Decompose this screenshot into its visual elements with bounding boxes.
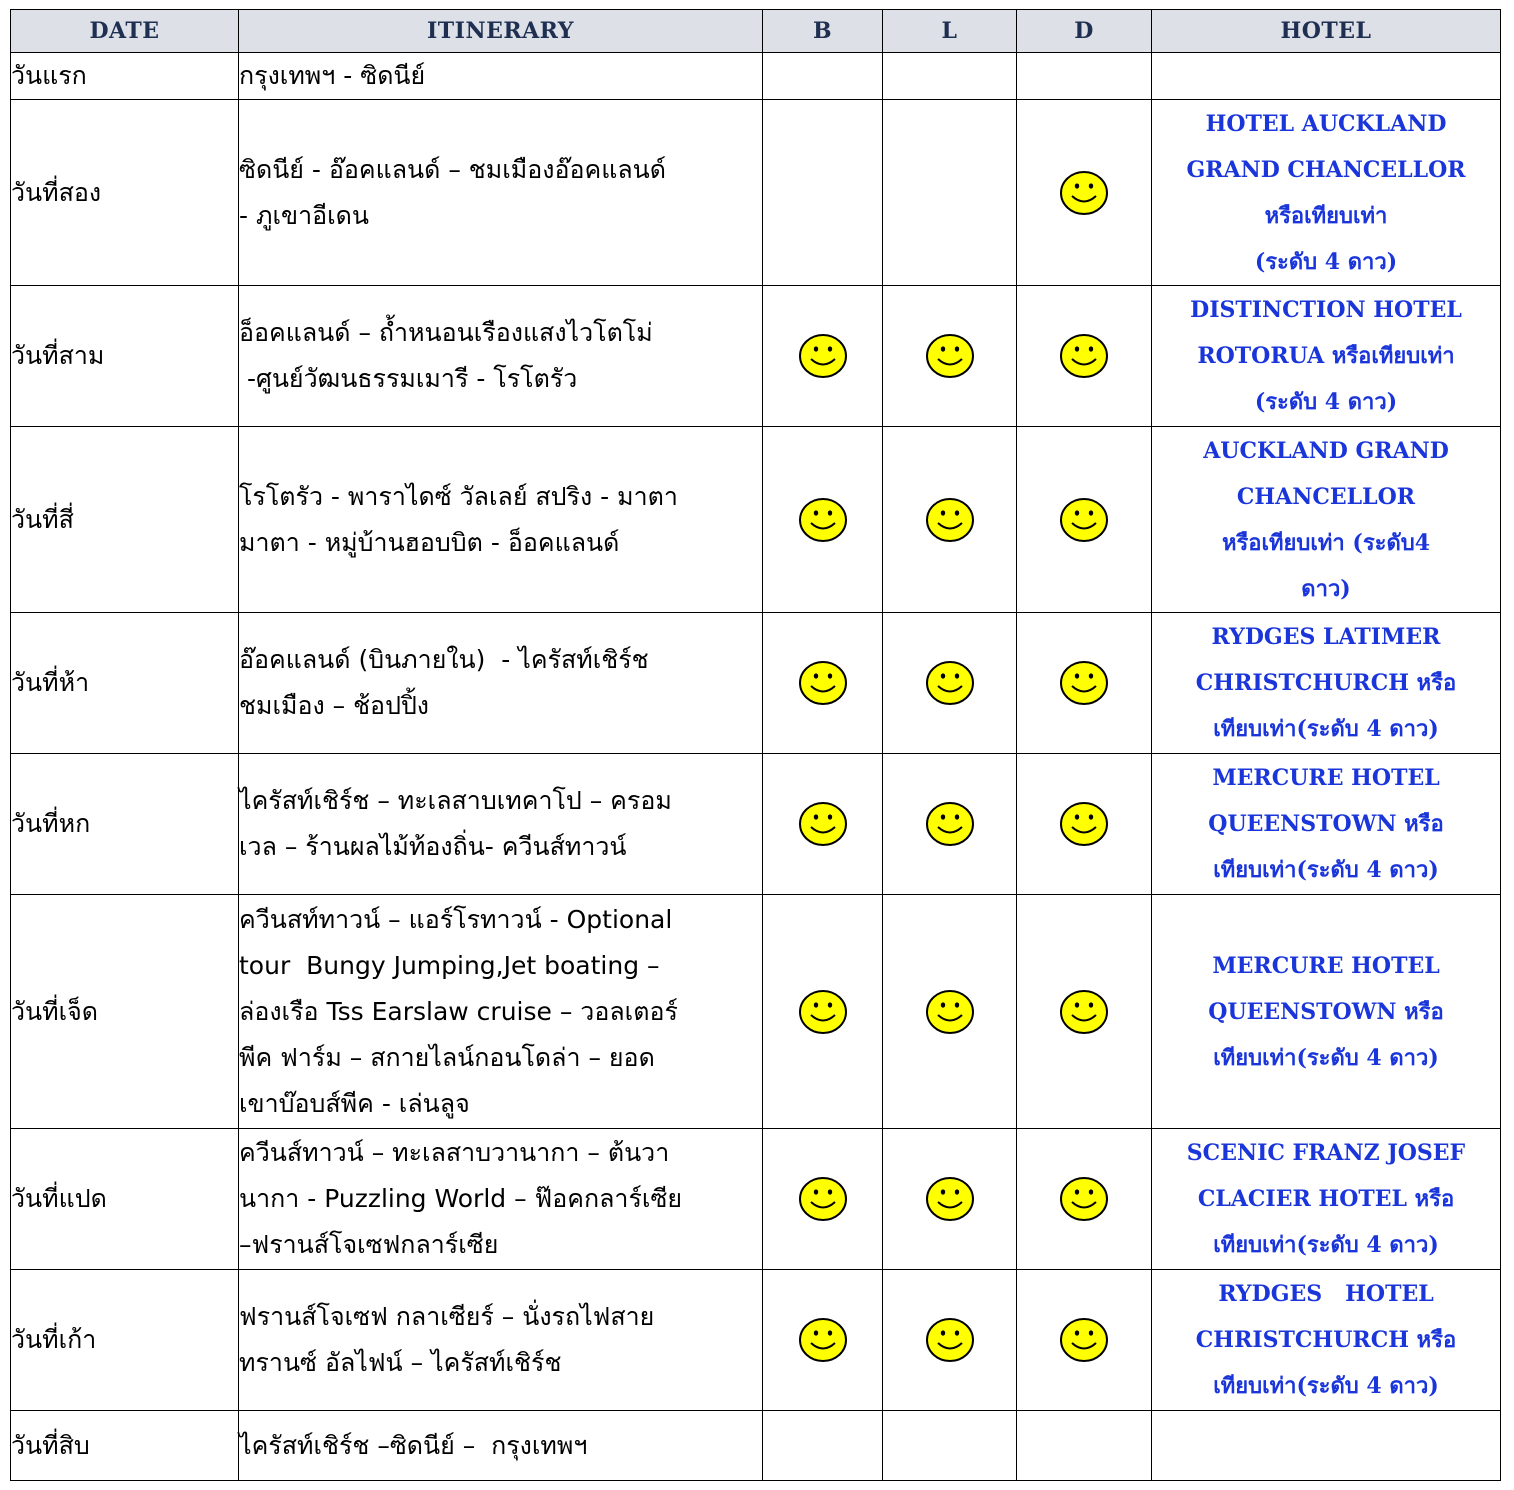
hotel-line: CHRISTCHURCH หรือ [1195,670,1457,696]
itinerary-line: ชมเมือง – ช้อปปิ้ง [239,691,430,720]
itinerary-table [10,9,1501,1481]
itinerary-cell [239,1270,763,1411]
hotel-line: QUEENSTOWN หรือ [1208,998,1444,1025]
itinerary-line: อ๊อคแลนด์ (บินภายใน) - ไครัสท์เชิร์ช [239,645,649,674]
lunch-cell [883,53,1017,100]
smiley-face-icon [1059,989,1109,1035]
dinner-cell [1017,613,1152,754]
hotel-line: RYDGES LATIMER [1211,624,1441,650]
date-cell: วันที่เก้า [11,1270,239,1411]
dinner-cell [1017,53,1152,100]
hotel-line: หรือเทียบเท่า [1264,202,1388,229]
hotel-line: (ระดับ 4 ดาว) [1254,248,1398,275]
hotel-line: SCENIC FRANZ JOSEF [1186,1140,1466,1166]
hotel-line: เทียบเท่า(ระดับ 4 ดาว) [1213,1044,1439,1071]
hotel-line: (ระดับ 4 ดาว) [1254,389,1398,415]
itinerary-cell [239,1129,763,1270]
hotel-line: เทียบเท่า(ระดับ 4 ดาว) [1213,716,1439,742]
itinerary-line: ไครัสท์เชิร์ช – ทะเลสาบเทคาโป – ครอม [239,786,672,815]
breakfast-cell [763,1411,883,1481]
hotel-cell [1152,1129,1501,1270]
hotel-line: HOTEL AUCKLAND [1205,110,1447,137]
itinerary-line: ฟรานส์โจเซฟ กลาเซียร์ – นั่งรถไฟสาย [239,1302,655,1331]
smiley-face-icon [798,989,848,1035]
date-cell: วันที่เจ็ด [11,895,239,1129]
date-cell: วันที่ห้า [11,613,239,754]
dinner-cell [1017,895,1152,1129]
lunch-cell [883,613,1017,754]
date-cell: วันที่สี่ [11,427,239,613]
hotel-cell [1152,427,1501,613]
itinerary-cell [239,895,763,1129]
hotel-line: หรือเทียบเท่า (ระดับ4 [1221,529,1431,556]
itinerary-line: - ภูเขาอีเดน [239,200,370,230]
header-date: DATE [11,10,239,53]
itinerary-cell [239,427,763,613]
lunch-cell [883,286,1017,427]
smiley-face-icon [1059,801,1109,847]
header-dinner: D [1017,10,1152,53]
breakfast-cell [763,1270,883,1411]
date-cell: วันที่หก [11,754,239,895]
table-row [11,1129,1501,1270]
table-row [11,100,1501,286]
smiley-face-icon [925,989,975,1035]
breakfast-cell [763,895,883,1129]
lunch-cell [883,1411,1017,1481]
dinner-cell [1017,1270,1152,1411]
table-row [11,895,1501,1129]
date-cell: วันที่แปด [11,1129,239,1270]
smiley-face-icon [1059,660,1109,706]
itinerary-line: -ศูนย์วัฒนธรรมเมารี - โรโตรัว [239,364,578,393]
header-row [11,10,1501,53]
hotel-cell [1152,53,1501,100]
header-hotel: HOTEL [1152,10,1501,53]
date-cell: วันที่สาม [11,286,239,427]
itinerary-cell [239,100,763,286]
itinerary-line: ควีนส์ทาวน์ – ทะเลสาบวานากา – ต้นวา [239,1138,670,1167]
hotel-line: เทียบเท่า(ระดับ 4 ดาว) [1213,857,1439,883]
smiley-face-icon [925,1317,975,1363]
table-row [11,1411,1501,1481]
smiley-face-icon [798,497,848,543]
smiley-face-icon [798,1176,848,1222]
lunch-cell [883,754,1017,895]
itinerary-line: เขาบ๊อบส์พีค - เล่นลูจ [239,1088,470,1118]
dinner-cell [1017,754,1152,895]
table-row [11,754,1501,895]
hotel-line: MERCURE HOTEL [1212,952,1440,979]
hotel-cell [1152,1411,1501,1481]
dinner-cell [1017,1129,1152,1270]
hotel-line: เทียบเท่า(ระดับ 4 ดาว) [1213,1373,1439,1399]
hotel-cell [1152,286,1501,427]
table-row [11,613,1501,754]
breakfast-cell [763,1129,883,1270]
lunch-cell [883,427,1017,613]
itinerary-line: –ฟรานส์โจเซฟกลาร์เซีย [239,1230,499,1259]
hotel-cell [1152,100,1501,286]
itinerary-line: tour Bungy Jumping,Jet boating – [239,950,660,980]
dinner-cell [1017,100,1152,286]
smiley-face-icon [925,801,975,847]
itinerary-cell [239,53,763,100]
lunch-cell [883,1270,1017,1411]
smiley-face-icon [1059,497,1109,543]
hotel-line: QUEENSTOWN หรือ [1208,811,1444,837]
smiley-face-icon [798,1317,848,1363]
breakfast-cell [763,427,883,613]
itinerary-line: อ็อคแลนด์ – ถ้ำหนอนเรืองแสงไวโตโม่ [239,318,653,347]
smiley-face-icon [925,1176,975,1222]
hotel-line: AUCKLAND GRAND [1203,437,1449,464]
header-breakfast: B [763,10,883,53]
breakfast-cell [763,613,883,754]
lunch-cell [883,1129,1017,1270]
header-itinerary: ITINERARY [239,10,763,53]
smiley-face-icon [925,497,975,543]
hotel-line: CHANCELLOR [1236,483,1416,510]
table-row [11,1270,1501,1411]
smiley-face-icon [1059,333,1109,379]
hotel-line: CLACIER HOTEL หรือ [1197,1186,1455,1212]
itinerary-line: พีค ฟาร์ม – สกายไลน์กอนโดล่า – ยอด [239,1042,655,1072]
hotel-line: เทียบเท่า(ระดับ 4 ดาว) [1213,1232,1439,1258]
dinner-cell [1017,286,1152,427]
breakfast-cell [763,100,883,286]
itinerary-cell [239,754,763,895]
table-row [11,53,1501,100]
date-cell: วันที่สิบ [11,1411,239,1481]
hotel-line: ดาว) [1301,575,1351,602]
hotel-line: MERCURE HOTEL [1212,765,1440,791]
smiley-face-icon [925,660,975,706]
lunch-cell [883,895,1017,1129]
hotel-cell [1152,754,1501,895]
smiley-face-icon [798,333,848,379]
itinerary-line: ไครัสท์เชิร์ช –ซิดนีย์ – กรุงเทพฯ [239,1430,588,1460]
itinerary-line: โรโตรัว - พาราไดซ์ วัลเลย์ สปริง - มาตา [239,481,678,511]
lunch-cell [883,100,1017,286]
breakfast-cell [763,754,883,895]
itinerary-line: เวล – ร้านผลไม้ท้องถิ่น- ควีนส์ทาวน์ [239,832,627,861]
hotel-line: GRAND CHANCELLOR [1186,156,1466,183]
smiley-face-icon [798,660,848,706]
date-cell: วันแรก [11,53,239,100]
smiley-face-icon [925,333,975,379]
itinerary-cell [239,613,763,754]
hotel-cell [1152,613,1501,754]
hotel-line: CHRISTCHURCH หรือ [1195,1327,1457,1353]
itinerary-cell [239,1411,763,1481]
hotel-cell [1152,895,1501,1129]
dinner-cell [1017,1411,1152,1481]
smiley-face-icon [1059,1317,1109,1363]
smiley-face-icon [798,801,848,847]
date-cell: วันที่สอง [11,100,239,286]
itinerary-line: ล่องเรือ Tss Earslaw cruise – วอลเตอร์ [239,996,678,1026]
itinerary-cell [239,286,763,427]
itinerary-line: ซิดนีย์ - อ๊อคแลนด์ – ชมเมืองอ๊อคแลนด์ [239,154,666,184]
dinner-cell [1017,427,1152,613]
hotel-line: RYDGES HOTEL [1218,1281,1434,1307]
breakfast-cell [763,53,883,100]
smiley-face-icon [1059,170,1109,216]
smiley-face-icon [1059,1176,1109,1222]
header-lunch: L [883,10,1017,53]
itinerary-line: ควีนสท์ทาวน์ – แอร์โรทาวน์ - Optional [239,904,673,934]
itinerary-line: มาตา - หมู่บ้านฮอบบิต - อ็อคแลนด์ [239,527,620,557]
itinerary-line: กรุงเทพฯ - ซิดนีย์ [239,61,426,90]
table-row [11,286,1501,427]
hotel-line: DISTINCTION HOTEL [1190,297,1462,323]
breakfast-cell [763,286,883,427]
hotel-cell [1152,1270,1501,1411]
itinerary-line: นากา - Puzzling World – ฟ๊อคกลาร์เซีย [239,1184,683,1213]
hotel-line: ROTORUA หรือเทียบเท่า [1197,343,1455,369]
table-row [11,427,1501,613]
itinerary-line: ทรานซ์ อัลไฟน์ – ไครัสท์เชิร์ช [239,1348,562,1377]
